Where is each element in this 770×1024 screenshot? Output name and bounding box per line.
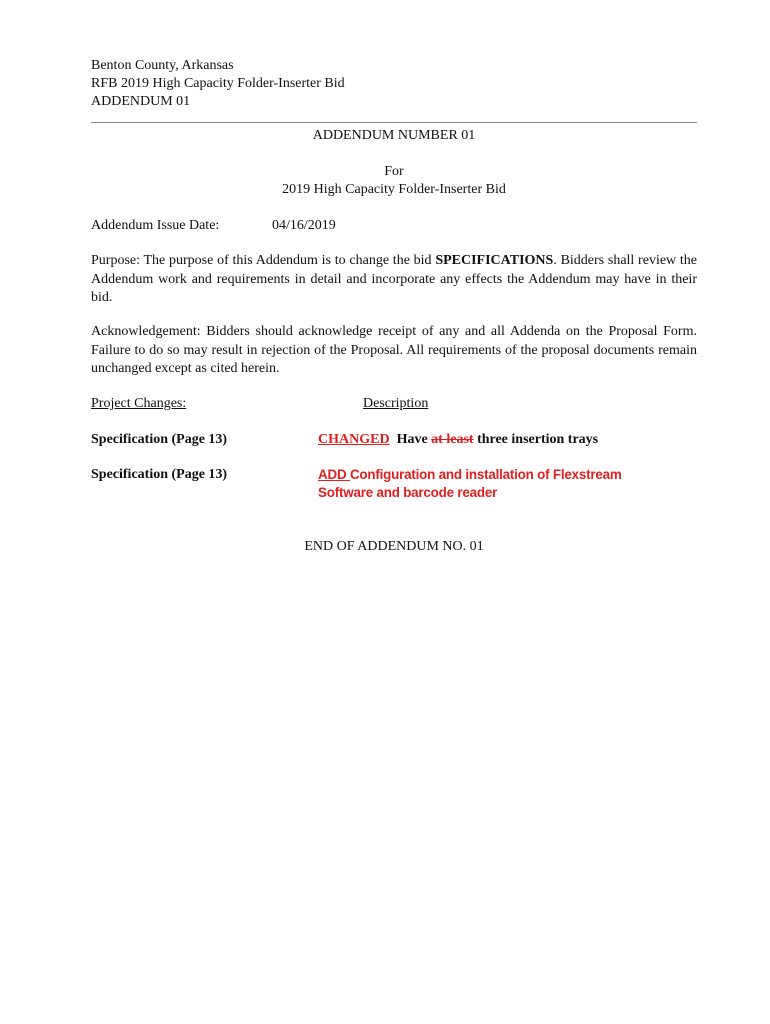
- change-row-2-line1: [318, 467, 622, 482]
- add-tag: ADD: [318, 467, 347, 482]
- changed-tag: CHANGED: [318, 432, 390, 447]
- change-row-2-line1-text: Configuration and installation of Flexstream: [349, 467, 622, 482]
- bid-name: 2019 High Capacity Folder-Inserter Bid: [282, 182, 506, 197]
- change-row-1-have: Have: [396, 432, 428, 447]
- purpose-paragraph: [91, 252, 697, 308]
- document-header: [91, 57, 345, 111]
- change-row-1-label: Specification (Page 13): [91, 432, 228, 447]
- struck-text: at least: [431, 432, 474, 447]
- change-row-1-description: [318, 432, 598, 448]
- rfb-title: RFB 2019 High Capacity Folder-Inserter Bid: [91, 76, 345, 91]
- purpose-text-after: . Bidders shall review the Addendum work and requirements in detail and incorporate any effects the Addendum may have in their bid.: [91, 253, 698, 305]
- addendum-label: ADDENDUM 01: [91, 94, 191, 109]
- change-row-2-line2: Software and barcode reader: [318, 485, 498, 500]
- end-of-addendum: END OF ADDENDUM NO. 01: [304, 539, 484, 554]
- addendum-number-heading: ADDENDUM NUMBER 01: [312, 128, 476, 143]
- change-row-1-rest: three insertion trays: [477, 432, 599, 447]
- issue-date-value: 04/16/2019: [272, 218, 336, 233]
- purpose-emphasis: SPECIFICATIONS: [435, 253, 554, 268]
- description-header: Description: [363, 396, 429, 411]
- acknowledgement-paragraph: Acknowledgement: Bidders should acknowledge receipt of any and all Addenda on the Proposal Form. Failure to do so may result in rejection of the Proposal. All requirements of the proposal documents remain unchanged except as cited herein.: [91, 324, 697, 376]
- purpose-text-before: Purpose: The purpose of this Addendum is to change the bid: [91, 253, 436, 268]
- issue-date-label: Addendum Issue Date:: [91, 218, 220, 233]
- project-changes-header: Project Changes:: [91, 396, 187, 411]
- change-row-2-label: Specification (Page 13): [91, 467, 228, 482]
- for-label: For: [384, 164, 404, 179]
- header-divider: [91, 122, 697, 123]
- county-name: Benton County, Arkansas: [91, 58, 234, 73]
